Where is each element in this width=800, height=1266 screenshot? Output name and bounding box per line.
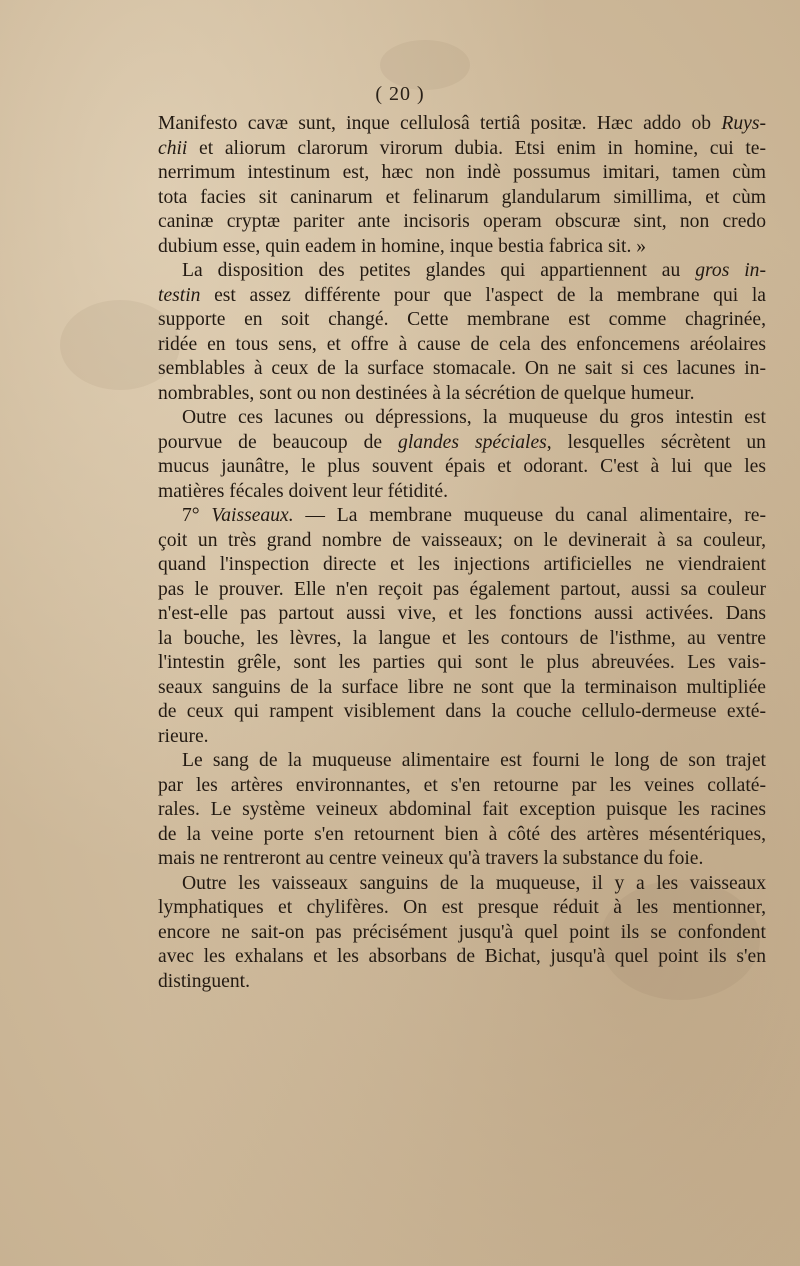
text-line <box>134 529 766 554</box>
text-run: et aliorum clarorum virorum dubia. Etsi enim in homine, cui te- <box>187 137 766 159</box>
text-run: dubium esse, quin eadem in homine, inque bestia fabrica sit. » <box>158 235 647 257</box>
text-run: seaux sanguins de la surface libre ne sont que la terminaison multipliée <box>158 676 766 698</box>
italic-text: gros in- <box>695 260 767 281</box>
text-line <box>134 602 766 627</box>
text-line <box>134 137 766 162</box>
text-run: est assez différente pour que l'aspect de la membrane qui la <box>200 284 766 306</box>
text-line <box>134 872 766 897</box>
italic-text: glandes spéciales <box>398 431 547 453</box>
text-line <box>134 700 766 725</box>
text-run: encore ne sait-on pas précisément jusqu'à quel point ils se confondent <box>158 921 766 943</box>
text-line <box>134 676 766 701</box>
text-run: rales. Le système veineux abdominal fait exception puisque les racines <box>158 799 766 820</box>
italic-text: Vaisseaux. <box>211 505 294 526</box>
italic-text: chii <box>158 137 188 159</box>
text-run: çoit un très grand nombre de vaisseaux; on le devinerait à sa couleur, <box>158 529 766 551</box>
text-line <box>134 235 766 260</box>
text-run: mucus jaunâtre, le plus souvent épais et odorant. C'est à lui que les <box>158 456 766 477</box>
text-run: la bouche, les lèvres, la langue et les contours de l'isthme, au ventre <box>158 627 766 649</box>
paragraph <box>134 406 766 504</box>
text-line <box>134 357 766 382</box>
text-line <box>134 970 766 995</box>
page-number: ( 20 ) <box>375 83 425 105</box>
text-run: La disposition des petites glandes qui appartiennent au <box>182 260 696 281</box>
body-text <box>134 112 766 994</box>
text-line <box>134 161 766 186</box>
text-line <box>134 480 766 505</box>
text-line <box>134 651 766 676</box>
text-run: Manifesto cavæ sunt, inque cellulosâ tertiâ positæ. Hæc addo ob <box>158 113 722 134</box>
text-line <box>134 259 766 284</box>
text-run: pas le prouver. Elle n'en reçoit pas également partout, aussi sa couleur <box>158 578 766 600</box>
text-line <box>134 774 766 799</box>
text-run: de la veine porte s'en retournent bien à côté des artères mésentériques, <box>158 823 766 845</box>
text-line <box>134 725 766 750</box>
text-run: supporte en soit changé. Cette membrane est comme chagrinée, <box>158 309 766 330</box>
text-run: rieure. <box>158 725 209 747</box>
text-line <box>134 284 766 309</box>
text-run: pourvue de beaucoup de <box>158 431 399 453</box>
text-line <box>134 798 766 823</box>
text-line <box>134 210 766 235</box>
text-line <box>134 945 766 970</box>
text-run: Le sang de la muqueuse alimentaire est fourni le long de son trajet <box>182 750 766 771</box>
text-line <box>134 431 766 456</box>
paragraph <box>134 504 766 749</box>
text-run: nerrimum intestinum est, hæc non indè possumus imitari, tamen cùm <box>158 162 766 183</box>
text-run: tota facies sit caninarum et felinarum glandularum simillima, et cùm <box>158 186 766 208</box>
text-line <box>134 382 766 407</box>
text-line <box>134 896 766 921</box>
italic-text: testin <box>158 284 201 306</box>
text-run: de ceux qui rampent visiblement dans la couche cellulo-dermeuse exté- <box>158 701 766 722</box>
paragraph <box>134 749 766 872</box>
text-run: , lesquelles sécrètent un <box>546 431 766 453</box>
text-run: avec les exhalans et les absorbans de Bichat, jusqu'à quel point ils s'en <box>158 946 766 967</box>
text-run: quand l'inspection directe et les injections artificielles ne viendraient <box>158 554 766 575</box>
text-run: n'est-elle pas partout aussi vive, et les fonctions aussi activées. Dans <box>158 603 766 624</box>
text-line <box>134 308 766 333</box>
text-run: 7° <box>182 505 212 526</box>
text-run: Outre les vaisseaux sanguins de la muqueuse, il y a les vaisseaux <box>182 872 766 894</box>
text-line <box>134 921 766 946</box>
text-run: distinguent. <box>158 970 250 992</box>
text-line <box>134 112 766 137</box>
text-line <box>134 847 766 872</box>
text-line <box>134 186 766 211</box>
text-run: ridée en tous sens, et offre à cause de cela des enfoncemens aréolaires <box>158 333 766 355</box>
text-run: semblables à ceux de la surface stomacale. On ne sait si ces lacunes in- <box>158 358 766 379</box>
text-run: par les artères environnantes, et s'en retourne par les veines collaté- <box>158 774 766 796</box>
text-line <box>134 749 766 774</box>
text-line <box>134 333 766 358</box>
paragraph <box>134 259 766 406</box>
text-line <box>134 578 766 603</box>
text-run: matières fécales doivent leur fétidité. <box>158 480 448 502</box>
text-line <box>134 504 766 529</box>
text-run: caninæ cryptæ pariter ante incisoris operam obscuræ sint, non credo <box>158 211 766 232</box>
text-run: nombrables, sont ou non destinées à la sécrétion de quelque humeur. <box>158 382 695 404</box>
text-run: lymphatiques et chylifères. On est presque réduit à les mentionner, <box>158 897 766 918</box>
paragraph <box>134 872 766 995</box>
text-line <box>134 455 766 480</box>
text-line <box>134 553 766 578</box>
paragraph <box>134 112 766 259</box>
text-run: l'intestin grêle, sont les parties qui sont le plus abreuvées. Les vais- <box>158 652 766 673</box>
text-line <box>134 627 766 652</box>
italic-text: Ruys- <box>721 113 766 134</box>
text-run: mais ne rentreront au centre veineux qu'à travers la substance du foie. <box>158 848 704 869</box>
text-run: — La membrane muqueuse du canal alimentaire, re- <box>293 505 766 526</box>
text-run: Outre ces lacunes ou dépressions, la muqueuse du gros intestin est <box>182 407 766 428</box>
text-line <box>134 406 766 431</box>
text-line <box>134 823 766 848</box>
